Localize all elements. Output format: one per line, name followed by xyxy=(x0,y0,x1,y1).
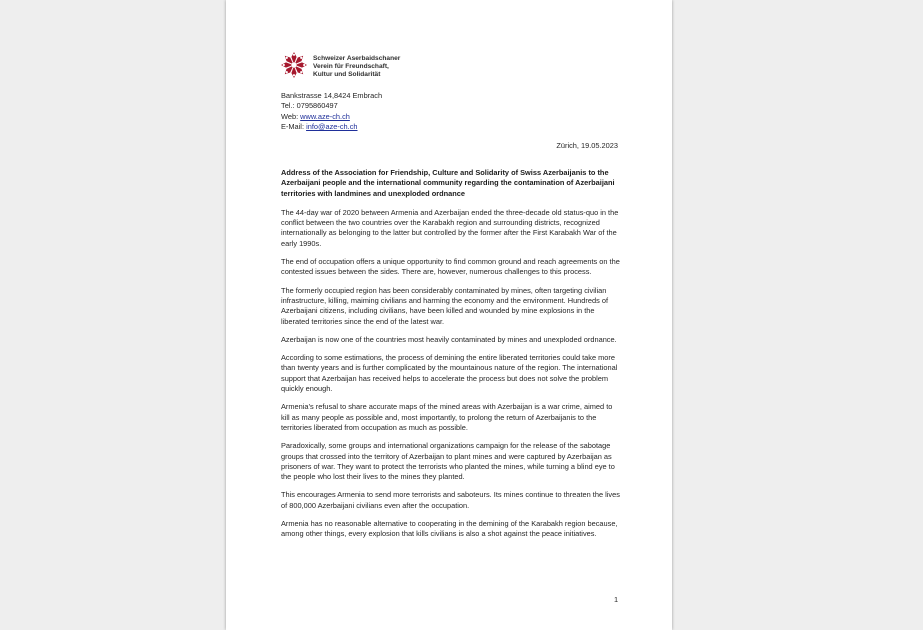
email-label: E-Mail: xyxy=(281,121,307,131)
organization-name xyxy=(313,55,400,80)
logo-petal-dot xyxy=(303,64,305,66)
paragraph-3: The formerly occupied region has been considerably contaminated by mines, often targeting civilian infrastructure, killing, maiming civilians and harming the economy and the environment. Hundreds of Azerbaijani citizens, including civilians, have been killed and wounded by mine explosions in the liberated territories since the end of the latest war. xyxy=(281,285,608,326)
address-line: Bankstrasse 14,8424 Embrach xyxy=(281,91,383,100)
document-page xyxy=(226,0,672,630)
contact-block xyxy=(281,91,382,132)
email-link[interactable]: info@aze-ch.ch xyxy=(306,121,358,131)
web-label: Web: xyxy=(281,111,301,121)
logo-center xyxy=(291,62,296,67)
website-link[interactable]: www.aze-ch.ch xyxy=(300,111,350,121)
paragraph-5: According to some estimations, the process of demining the entire liberated territories could take more than twenty years and is further complicated by the mountainous nature of the region. The international support that Azerbaijan has received helps to accelerate the process but does not solve the problem quickly enough. xyxy=(281,353,618,394)
paragraph-4: Azerbaijan is now one of the countries most heavily contaminated by mines and unexploded ordnance. xyxy=(281,334,617,344)
logo-petal-dot xyxy=(283,64,285,66)
paragraph-8: This encourages Armenia to send more terrorists and saboteurs. Its mines continue to threaten the lives of 800,000 Azerbaijani civilians even after the occupation. xyxy=(281,490,620,510)
paragraph-6: Armenia’s refusal to share accurate maps of the mined areas with Azerbaijan is a war crime, aimed to kill as many people as possible and, most importantly, to prolong the return of Azerbaijanis to the territories liberated from occupation as much as possible. xyxy=(281,402,613,432)
letter-date: Zürich, 19.05.2023 xyxy=(556,141,618,150)
page-number: 1 xyxy=(614,595,619,604)
letter-title: Address of the Association for Friendship, Culture and Solidarity of Swiss Azerbaijanis to the Azerbaijani people and the international community regarding the contamination of Azerbaijani territories with landmines and unexploded ordnance xyxy=(281,168,615,198)
phone-line: Tel.: 0795860497 xyxy=(281,101,338,111)
letter-body xyxy=(281,168,621,548)
logo-petal-dot xyxy=(293,74,295,76)
email-line xyxy=(281,122,382,132)
paragraph-1: The 44-day war of 2020 between Armenia and Azerbaijan ended the three-decade old status-quo in the conflict between the two countries over the Karabakh region and surrounding districts, recognized internationally as belonging to the latter but controlled by the former after the First Karabakh War of the early 1990s. xyxy=(281,207,619,248)
association-logo-icon xyxy=(279,50,309,80)
paragraph-2: The end of occupation offers a unique opportunity to find common ground and reach agreements on the contested issues between the sides. There are, however, numerous challenges to this process. xyxy=(281,257,620,277)
web-line xyxy=(281,112,382,122)
org-name-line-3: Kultur und Solidarität xyxy=(313,71,381,79)
paragraph-9: Armenia has no reasonable alternative to cooperating in the demining of the Karabakh region because, among other things, every explosion that kills civilians is also a shot against the peace initiatives. xyxy=(281,519,618,539)
org-name-line-2: Verein für Freundschaft, xyxy=(313,63,389,71)
paragraph-7: Paradoxically, some groups and international organizations campaign for the release of the sabotage groups that crossed into the territory of Azerbaijan to plant mines and were captured by Azerbaijan as prisoners of war. They want to protect the terrorists who planted the mines, while turning a blind eye to the people who lost their lives to the mines they planted. xyxy=(281,441,615,482)
org-name-line-1: Schweizer Aserbaidschaner xyxy=(313,55,401,62)
logo-petal-dot xyxy=(293,54,295,56)
